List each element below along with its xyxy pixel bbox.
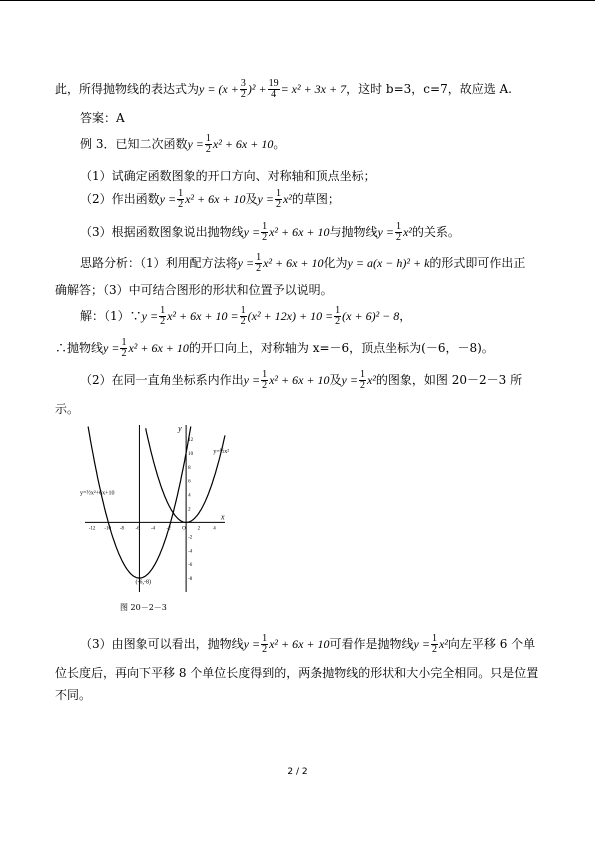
solution-2: ∴抛物线y = $\frac{1}{2}$ x² + 6x + 10的开口向上，对称轴为 x=－6，顶点坐标为(－6，－8)。 xyxy=(55,337,494,359)
x-tick-label: -4 xyxy=(151,526,156,532)
x-tick-label: 2 xyxy=(197,526,201,532)
y-tick-label: 12 xyxy=(188,437,194,443)
solution-4-cont-2: 不同。 xyxy=(55,688,92,702)
solution-4-cont: 位长度后，再向下平移 8 个单位长度得到的，两条抛物线的形状和大小完全相同。只是位置 xyxy=(55,666,539,680)
question-3: （3）根据函数图象说出抛物线y = $\frac{1}{2}$ x² + 6x + 10与抛物线y = $\frac{1}{2}$ x²的关系。 xyxy=(80,221,460,243)
solution-4: （3）由图象可以看出，抛物线y = $\frac{1}{2}$ x² + 6x + 10可看作是抛物线y = $\frac{1}{2}$ x²向左平移 6 个单 xyxy=(80,633,536,655)
x-tick-label: -8 xyxy=(119,526,125,532)
solution-3-cont: 示。 xyxy=(55,402,80,416)
page-number: 2 / 2 xyxy=(287,767,308,777)
question-1: （1）试确定函数图象的开口方向、对称轴和顶点坐标； xyxy=(80,169,376,183)
parabola-base xyxy=(146,428,225,522)
y-tick-label: -8 xyxy=(188,577,193,583)
figure-caption: 图 20－2－3 xyxy=(120,603,167,612)
y-axis-label: y xyxy=(178,424,182,433)
answer-line: 答案：A xyxy=(80,111,125,125)
y-tick-label: -2 xyxy=(188,535,193,541)
x-tick-label: -2 xyxy=(166,526,171,532)
x-tick-label: O xyxy=(182,526,186,532)
left-curve-label: y=½x²+6x+10 xyxy=(80,490,115,497)
line-expression: 此，所得抛物线的表达式为y = (x + $\frac{3}{2}$ )² + $\frac{19}{4}$ = x² + 3x + 7，这时 b=3，c=7，故应选 A. xyxy=(55,78,513,100)
x-tick-label: -6 xyxy=(135,526,140,532)
question-2: （2）作出函数y = $\frac{1}{2}$ x² + 6x + 10及y = $\frac{1}{2}$ x²的草图； xyxy=(80,188,340,210)
analysis-line-2: 确解答；（3）中可结合图形的形状和位置予以说明。 xyxy=(55,283,333,297)
solution-3: （2）在同一直角坐标系内作出y = $\frac{1}{2}$ x² + 6x + 10及y = $\frac{1}{2}$ x²的图象，如图 20－2－3 所 xyxy=(80,369,523,391)
y-tick-label: 10 xyxy=(188,451,194,457)
solution-1: 解：（1）∵y = $\frac{1}{2}$ x² + 6x + 10 = $\frac{1}{2}$ (x² + 12x) + 10 = $\frac{1}{2}$ (x + 6)² − 8， xyxy=(80,305,412,327)
y-tick-label: 2 xyxy=(188,507,191,513)
y-tick-label: 4 xyxy=(188,493,191,499)
y-tick-label: -4 xyxy=(188,549,193,555)
y-tick-label: 8 xyxy=(188,465,191,471)
example-3-heading: 例 3．已知二次函数y = $\frac{1}{2}$ x² + 6x + 10。 xyxy=(80,133,286,155)
vertex-label: (-6,-8) xyxy=(135,579,152,586)
analysis-line: 思路分析：（1）利用配方法将y = $\frac{1}{2}$ x² + 6x + 10化为y = a(x − h)² + k的形式即可作出正 xyxy=(80,252,526,274)
right-curve-label: y=½x² xyxy=(213,448,230,455)
x-tick-label: -10 xyxy=(104,526,112,532)
x-tick-label: -12 xyxy=(88,526,96,532)
x-tick-label: 4 xyxy=(213,526,216,532)
x-axis-label: x xyxy=(221,512,225,522)
top-rule xyxy=(0,0,595,1)
parabola-graph xyxy=(80,420,240,620)
y-tick-label: -6 xyxy=(188,563,193,569)
y-tick-label: 6 xyxy=(188,479,191,485)
